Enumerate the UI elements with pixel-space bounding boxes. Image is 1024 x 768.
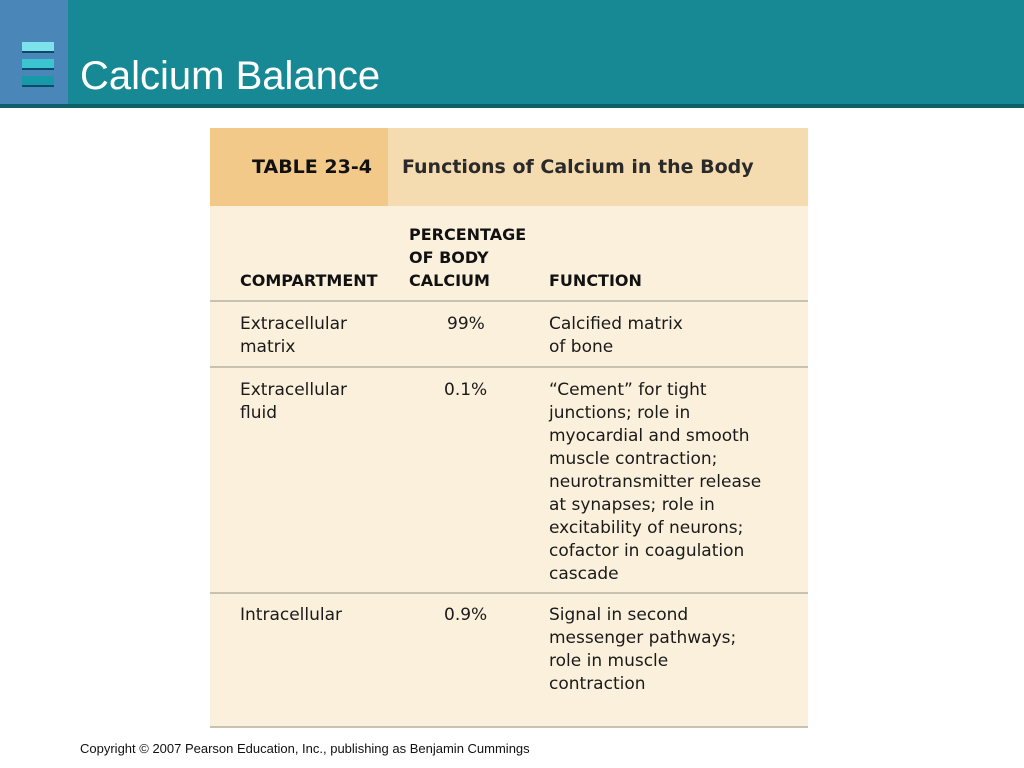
cell-line: fluid: [240, 403, 277, 423]
cell-percentage: 0.1%: [444, 380, 488, 400]
column-header-compartment: COMPARTMENT: [240, 271, 378, 290]
cell-line: junctions; role in: [549, 403, 691, 423]
logo-bar: [22, 59, 54, 70]
cell-line: neurotransmitter release: [549, 472, 762, 492]
logo-bar: [22, 76, 54, 87]
copyright-footer: Copyright © 2007 Pearson Education, Inc., publishing as Benjamin Cummings: [80, 741, 530, 756]
cell-line: messenger pathways;: [549, 628, 737, 648]
cell-function: [549, 604, 736, 696]
cell-line: Intracellular: [240, 605, 343, 625]
cell-line: Extracellular: [240, 314, 348, 334]
cell-line: myocardial and smooth: [549, 426, 750, 446]
row-divider: [210, 300, 808, 302]
cell-line: at synapses; role in: [549, 495, 715, 515]
table-title-bar: [210, 128, 808, 206]
page-title: Calcium Balance: [80, 54, 381, 98]
table-number: TABLE 23-4: [252, 156, 372, 178]
header-divider: [0, 104, 1024, 108]
cell-line: Calcified matrix: [549, 314, 683, 334]
cell-line: cofactor in coagulation: [549, 541, 745, 561]
cell-compartment: [240, 604, 342, 627]
cell-compartment: [240, 379, 347, 425]
cell-line: muscle contraction;: [549, 449, 718, 469]
column-header-line: CALCIUM: [409, 271, 490, 290]
row-divider: [210, 592, 808, 594]
column-header-line: PERCENTAGE: [409, 225, 527, 244]
calcium-functions-table: [210, 128, 808, 728]
cell-line: role in muscle: [549, 651, 669, 671]
cell-percentage: 0.9%: [444, 605, 488, 625]
cell-line: matrix: [240, 337, 296, 357]
cell-line: cascade: [549, 564, 619, 584]
logo-bar: [22, 42, 54, 53]
cell-line: contraction: [549, 674, 646, 694]
row-divider: [210, 366, 808, 368]
cell-line: excitability of neurons;: [549, 518, 744, 538]
stacked-bars-icon: [22, 42, 54, 92]
cell-percentage: 99%: [447, 314, 485, 334]
cell-function: [549, 313, 683, 359]
column-header-line: OF BODY: [409, 248, 489, 267]
cell-line: Signal in second: [549, 605, 689, 625]
cell-compartment: [240, 313, 347, 359]
table-caption: Functions of Calcium in the Body: [402, 156, 754, 178]
cell-line: “Cement” for tight: [549, 380, 707, 400]
column-header-percentage: [409, 223, 526, 292]
cell-line: of bone: [549, 337, 614, 357]
cell-line: Extracellular: [240, 380, 348, 400]
column-header-function: FUNCTION: [549, 271, 642, 290]
cell-function: [549, 379, 761, 586]
